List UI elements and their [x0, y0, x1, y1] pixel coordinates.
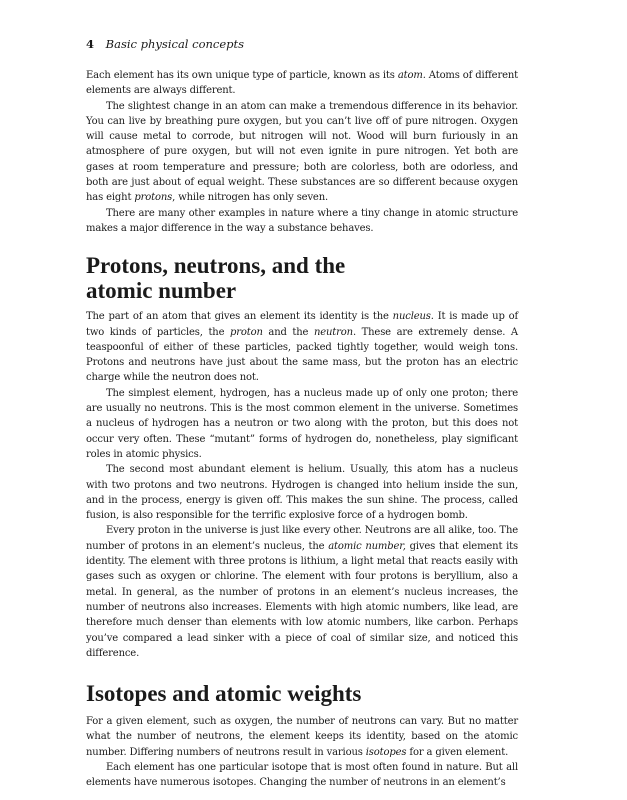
paragraph: The part of an atom that gives an element its identity is the nucleus. It is made up of two kinds of particles, the proton and the neutron. These are extremely dense. A teaspoonful of either of these particles, packed tightly together, would weigh tons. Protons and neutrons have just about the same mass, but the proton has an electric charge while the neutron does not. — [86, 311, 518, 384]
emphasized-term: isotopes — [365, 746, 407, 758]
paragraph: Each element has one particular isotope that is most often found in nature. But all elements have numerous isotopes. Changing the number of neutrons in an element’s — [86, 761, 518, 789]
heading-line: Protons, neutrons, and the — [86, 253, 346, 279]
section-heading-isotopes: Isotopes and atomic weights — [86, 681, 362, 707]
paragraph: The slightest change in an atom can make a tremendous difference in its behavior. You can live by breathing pure oxygen, but you can’t live off of pure nitrogen. Oxygen will cause metal to corrode, but nitrogen will not. Wood will burn furiously in an atmosphere of pure oxygen, but will not even ignite in pure nitrogen. Yet both are gases at room temperature and pressure; both are colorless, both are odorless, and both are just about of equal weight. These substances are so different because oxygen has eight protons, while nitrogen has only seven. — [86, 100, 518, 204]
body-text — [86, 68, 518, 791]
paragraph: The simplest element, hydrogen, has a nucleus made up of only one proton; there are usually no neutrons. This is the most common element in the universe. Sometimes a nucleus of hydrogen has a neutron or two along with the proton, but this does not occur very often. These “mutant” forms of hydrogen do, nonetheless, play significant roles in atomic physics. — [86, 387, 518, 460]
paragraph: Each element has its own unique type of particle, known as its atom. Atoms of different elements are always different. — [86, 70, 518, 97]
emphasized-term: atomic number, — [328, 540, 406, 552]
emphasized-term: protons — [134, 192, 173, 204]
emphasized-term: nucleus — [392, 311, 431, 323]
running-title: Basic physical concepts — [105, 37, 245, 51]
emphasized-term: neutron — [313, 326, 353, 338]
emphasized-term: proton — [230, 326, 263, 338]
emphasized-term: atom — [397, 70, 423, 81]
running-header — [86, 37, 244, 51]
page-number: 4 — [86, 37, 95, 51]
section-heading-protons — [86, 253, 518, 303]
paragraph: For a given element, such as oxygen, the number of neutrons can vary. But no matter what the number of neutrons, the element keeps its identity, based on the atomic number. Differing numbers of neutrons result in various isotopes for a given element. — [86, 716, 518, 758]
paragraph: There are many other examples in nature where a tiny change in atomic structure makes a major difference in the way a substance behaves. — [86, 207, 518, 234]
paragraph: Every proton in the universe is just like every other. Neutrons are all alike, too. The number of protons in an element’s nucleus, the atomic number, gives that element its identity. The element with three protons is lithium, a light metal that reacts easily with gases such as oxygen or chlorine. The element with four protons is beryllium, also a metal. In general, as the number of protons in an element’s nucleus increases, the number of neutrons also increases. Elements with high atomic numbers, like lead, are therefore much denser than elements with low atomic numbers, like carbon. Perhaps you’ve compared a lead sinker with a piece of coal of similar size, and noticed this difference. — [86, 525, 518, 659]
paragraph: The second most abundant element is helium. Usually, this atom has a nucleus with two protons and two neutrons. Hydrogen is changed into helium inside the sun, and in the process, energy is given off. This makes the sun shine. The process, called fusion, is also responsible for the terrific explosive force of a hydrogen bomb. — [86, 464, 518, 522]
heading-line: atomic number — [86, 278, 237, 304]
